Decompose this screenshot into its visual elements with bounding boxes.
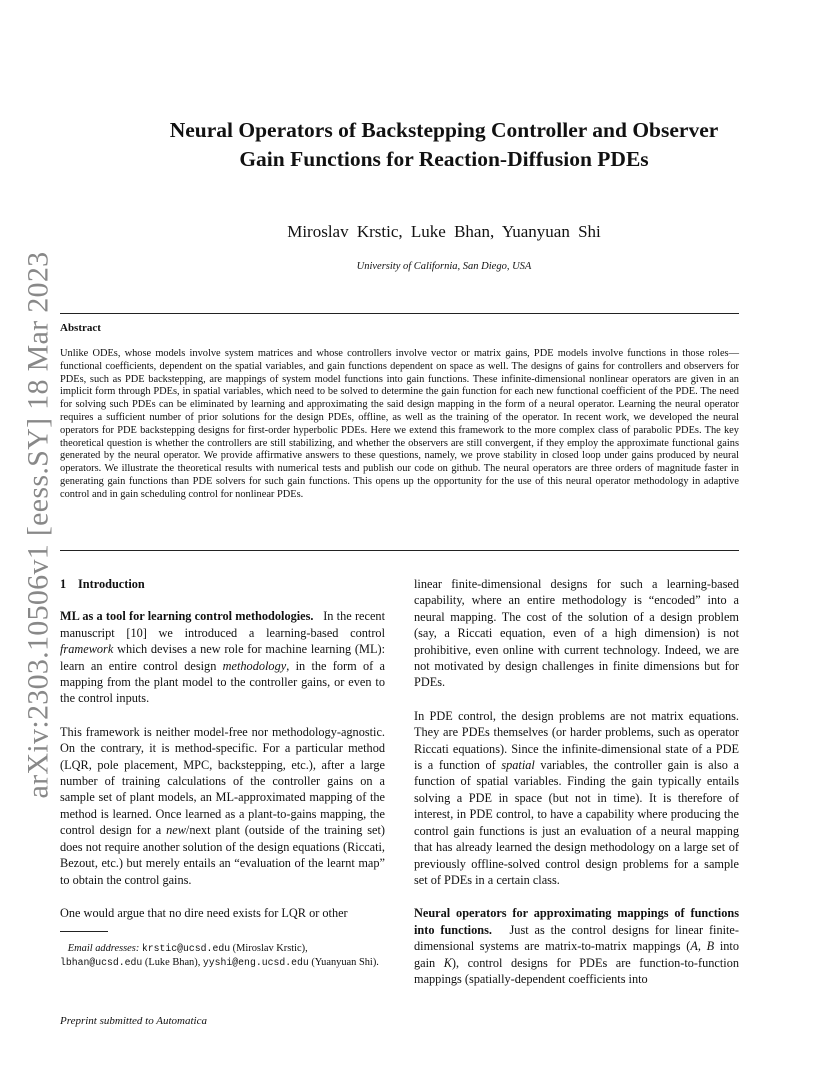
paragraph-runin-heading: ML as a tool for learning control methodologies. — [60, 609, 314, 624]
text-run: (Luke Bhan), — [142, 957, 203, 969]
text-run: ), control designs for PDEs are function-to-function mappings (spatially-dependent coefficients into — [414, 955, 740, 986]
text-run: This framework is neither model-free nor methodology-agnostic. On the contrary, it is method-specific. For a particular method (LQR, pole placement, MPC, backstepping, etc.), after a large number of training calculations of the controller gains on a sample set of plant models, an ML-approximated mapping of the method is learned. Once learned as a plant-to-gains mapping, the control design for a — [60, 724, 385, 838]
paragraph: One would argue that no dire need exists for LQR or other — [60, 905, 348, 920]
section-number: 1 — [60, 577, 67, 591]
title-line-1: Neural Operators of Backstepping Controller and Observer — [169, 118, 719, 142]
email-address[interactable]: krstic@ucsd.edu — [141, 943, 231, 955]
affiliation: University of California, San Diego, USA — [356, 261, 532, 272]
arxiv-identifier: arXiv:2303.10506v1 [eess.SY] 18 Mar 2023 — [21, 251, 54, 799]
author-separator: , — [398, 222, 403, 241]
right-column — [414, 576, 739, 1004]
text-run: (Yuanyuan Shi). — [311, 957, 379, 969]
paragraph — [60, 724, 385, 888]
paragraph — [414, 905, 739, 987]
email-address[interactable]: lbhan@ucsd.edu — [60, 957, 143, 969]
author-separator: , — [489, 222, 495, 241]
footnote-rule — [60, 931, 108, 932]
left-column — [60, 576, 385, 970]
arxiv-side-stamp — [18, 251, 58, 799]
text-run: , in the form of a mapping from the plant model to the controller gains, or even to the control inputs. — [60, 658, 385, 706]
text-run: /next plant (outside of the training set) does not require another solution of the design equations (Riccati, Bezout, etc.) but merely entails an “evaluation of the learnt map” to obtain the control gains. — [60, 823, 385, 887]
section-title: Introduction — [78, 577, 145, 591]
text-run: variables, the controller gain is also a function of spatial variables. Finding the gain typically entails solving a PDE in space (but not in time). It is therefore of interest, in PDE control, to have a capability where producing the control gain functions is just an evaluation of a neural mapping that has already learned the design methodology on a large set of previously offline-solved control design problems for a sample set of PDEs in a certain class. — [414, 758, 739, 887]
paragraph — [414, 708, 739, 888]
text-run: In PDE control, the design problems are not matrix equations. They are PDEs themselves (or harder problems, such as operator Riccati equations). Since the infinite-dimensional state of a PDE is a function of — [414, 708, 739, 773]
footnote-emails — [60, 942, 385, 970]
author-list — [60, 222, 828, 242]
paper-title — [60, 116, 828, 174]
author-name: Luke Bhan — [410, 222, 490, 241]
emphasis: new — [166, 823, 186, 838]
math-symbol: K — [443, 955, 452, 970]
author-name: Yuanyuan Shi — [501, 222, 601, 241]
text-run: Just as the control designs for linear finite-dimensional systems are matrix-to-matrix mappings ( — [414, 922, 739, 954]
paragraph — [60, 608, 385, 706]
text-run: which devises a new role for machine learning (ML): learn an entire control design — [60, 642, 385, 673]
footnote-label: Email addresses: — [67, 943, 140, 955]
text-run: into gain — [414, 939, 739, 970]
author-name: Miroslav Krstic — [287, 222, 399, 241]
abstract-text: Unlike ODEs, whose models involve system matrices and whose controllers involve vector or matrix gains, PDE models involve functions in those roles—functional coefficients, dependent on the spatial variables, and gain functions dependent on space as well. The designs of gains for controllers and observers for PDEs, such as PDE backstepping, are mappings of system model functions into gain functions. These infinite-dimensional nonlinear operators are given in an implicit form through PDEs, in spatial variables, which need to be solved to determine the gain function for each new functional coefficient of the PDE. The need for solving such PDEs can be eliminated by learning and approximating the said design mapping in the form of a neural operator. Learning the neural operator requires a sufficient number of prior solutions for the design PDEs, offline, as well as the training of the operator. In recent work, we developed the neural operators for PDE backstepping designs for first-order hyperbolic PDEs. Here we extend this framework to the more complex class of parabolic PDEs. The key theoretical question is whether the controllers are still stabilizing, and whether the observers are still convergent, if they employ the approximate functional gains generated by the neural operator. We provide affirmative answers to these questions, namely, we prove stability in closed loop under gains produced by neural operators. We illustrate the theoretical results with numerical tests and publish our code on github. The neural operators are three orders of magnitude faster in generating gain functions than PDE solvers for such gain functions. This opens up the opportunity for the use of this neural operator methodology in adaptive control and in gain scheduling control for nonlinear PDEs. — [60, 348, 739, 500]
email-address[interactable]: yyshi@eng.ucsd.edu — [202, 957, 309, 969]
text-run: (Miroslav Krstic), — [230, 943, 308, 955]
page-footer: Preprint submitted to Automatica — [60, 1015, 207, 1027]
math-symbol: A, B — [690, 939, 715, 954]
emphasis: spatial — [501, 758, 535, 773]
text-run: In the recent manuscript [10] we introduced a learning-based control — [60, 609, 385, 640]
emphasis: framework — [60, 642, 114, 657]
abstract-top-rule — [60, 313, 739, 314]
section-heading — [60, 576, 385, 592]
paragraph-runin-heading: Neural operators for approximating mappings of functions into functions. — [414, 906, 739, 937]
paragraph: linear finite-dimensional designs for such a learning-based capability, where an entire methodology is “encoded” into a neural mapping. The cost of the solution of a design problem (say, a Riccati equation, even of a high dimension) is not prohibitive, even online with current technology. Indeed, we are not motivated by design challenges in finite dimensions but for PDEs. — [414, 577, 739, 690]
title-line-2: Gain Functions for Reaction-Diffusion PDEs — [239, 147, 649, 171]
abstract-bottom-rule — [60, 550, 739, 551]
abstract-heading: Abstract — [60, 322, 101, 334]
emphasis: methodology — [222, 658, 287, 673]
